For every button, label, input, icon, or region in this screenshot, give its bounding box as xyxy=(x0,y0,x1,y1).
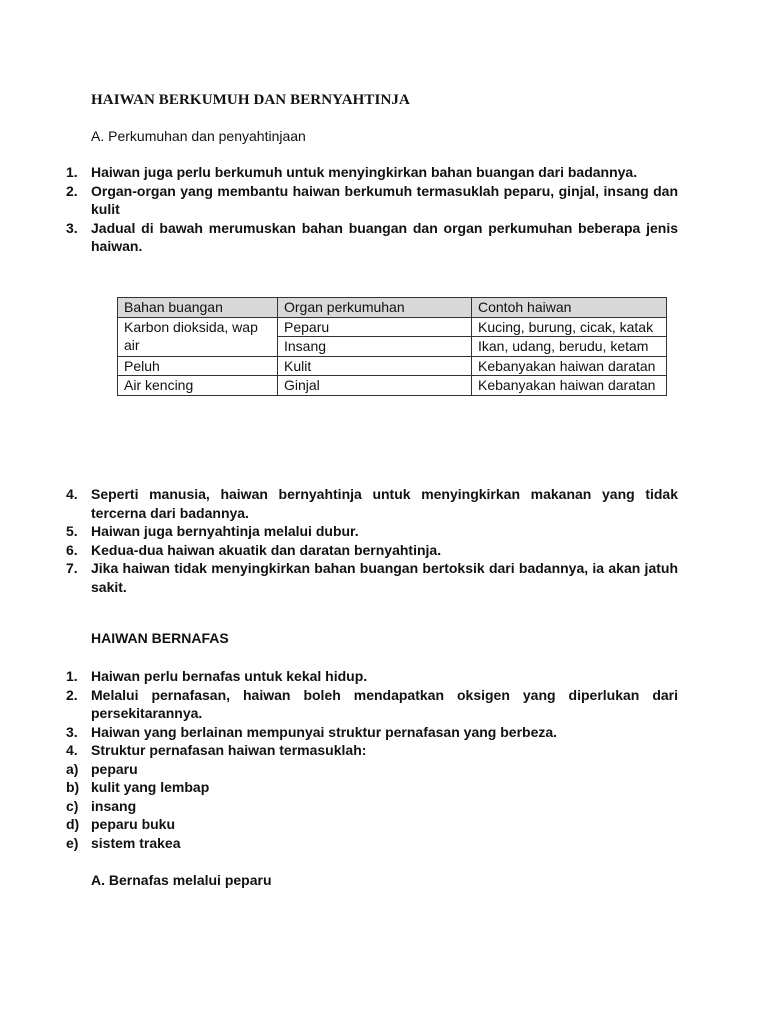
table-header-row xyxy=(118,298,667,318)
section-heading-bernafas: HAIWAN BERNAFAS xyxy=(91,630,229,646)
list-item xyxy=(66,741,678,760)
list-penyahtinjaan xyxy=(66,485,678,596)
list-bernafas xyxy=(66,667,678,852)
section-heading-perkumuhan: A. Perkumuhan dan penyahtinjaan xyxy=(91,128,306,144)
table-cell-contoh: Kebanyakan haiwan daratan xyxy=(472,356,667,376)
table-cell-bahan: Air kencing xyxy=(118,376,278,396)
list-item xyxy=(66,485,678,522)
table-cell-contoh: Kucing, burung, cicak, katak xyxy=(472,317,667,337)
list-text: peparu buku xyxy=(91,816,176,832)
table-row xyxy=(118,376,667,396)
list-number: b) xyxy=(66,779,80,795)
list-text: Haiwan juga perlu berkumuh untuk menyingkirkan bahan buangan dari badannya. xyxy=(91,164,638,180)
list-number: 3. xyxy=(66,723,78,740)
table-header: Organ perkumuhan xyxy=(278,298,472,318)
list-text: Organ-organ yang membantu haiwan berkumuh termasuklah peparu, ginjal, insang dan kulit xyxy=(91,182,678,217)
list-item xyxy=(66,559,678,596)
list-number: 1. xyxy=(66,164,78,180)
table-cell-organ: Peparu xyxy=(278,317,472,337)
list-text: Jika haiwan tidak menyingkirkan bahan buangan bertoksik dari badannya, ia akan jatuh sakit. xyxy=(91,560,678,595)
list-item xyxy=(66,797,678,816)
list-text: Melalui pernafasan, haiwan boleh mendapatkan oksigen yang diperlukan dari persekitarannya. xyxy=(91,686,678,721)
list-item xyxy=(66,163,678,182)
table-cell-contoh: Kebanyakan haiwan daratan xyxy=(472,376,667,396)
list-number: d) xyxy=(66,816,80,832)
list-perkumuhan xyxy=(66,163,678,256)
list-number: 4. xyxy=(66,742,78,758)
list-number: 7. xyxy=(66,560,78,576)
list-number: c) xyxy=(66,797,79,814)
list-number: a) xyxy=(66,760,79,777)
table-row xyxy=(118,356,667,376)
list-text: Struktur pernafasan haiwan termasuklah: xyxy=(91,742,367,758)
list-item xyxy=(66,760,678,779)
list-item xyxy=(66,723,678,742)
list-item xyxy=(66,541,678,560)
table-cell-organ: Ginjal xyxy=(278,376,472,396)
list-text: Haiwan yang berlainan mempunyai struktur pernafasan yang berbeza. xyxy=(91,723,558,740)
list-number: 4. xyxy=(66,486,78,502)
list-item xyxy=(66,834,678,853)
table-cell-contoh: Ikan, udang, berudu, ketam xyxy=(472,337,667,357)
list-text: kulit yang lembap xyxy=(91,779,210,795)
list-item xyxy=(66,778,678,797)
list-text: Seperti manusia, haiwan bernyahtinja untuk menyingkirkan makanan yang tidak tercerna dari badannya. xyxy=(91,486,678,521)
list-number: 2. xyxy=(66,686,78,703)
page-title: HAIWAN BERKUMUH DAN BERNYAHTINJA xyxy=(91,92,410,108)
list-number: 3. xyxy=(66,219,78,236)
list-number: 5. xyxy=(66,523,78,539)
list-number: e) xyxy=(66,834,79,851)
table-header: Contoh haiwan xyxy=(472,298,667,318)
list-number: 2. xyxy=(66,182,78,199)
table-cell-bahan: Peluh xyxy=(118,356,278,376)
list-number: 1. xyxy=(66,668,78,684)
list-item xyxy=(66,522,678,541)
list-item xyxy=(66,219,678,256)
table-cell-organ: Insang xyxy=(278,337,472,357)
list-text: Haiwan juga bernyahtinja melalui dubur. xyxy=(91,523,359,539)
table-row xyxy=(118,317,667,337)
list-item xyxy=(66,667,678,686)
excretion-table xyxy=(117,297,667,396)
table-header: Bahan buangan xyxy=(118,298,278,318)
list-number: 6. xyxy=(66,541,78,558)
list-text: peparu xyxy=(91,760,138,777)
list-text: insang xyxy=(91,797,137,814)
list-item xyxy=(66,815,678,834)
table-cell-organ: Kulit xyxy=(278,356,472,376)
list-text: Kedua-dua haiwan akuatik dan daratan bernyahtinja. xyxy=(91,541,442,558)
section-heading-peparu: A. Bernafas melalui peparu xyxy=(91,872,272,888)
list-item xyxy=(66,686,678,723)
list-item xyxy=(66,182,678,219)
table-cell-bahan: Karbon dioksida, wap air xyxy=(118,317,278,356)
list-text: Haiwan perlu bernafas untuk kekal hidup. xyxy=(91,668,368,684)
list-text: Jadual di bawah merumuskan bahan buangan dan organ perkumuhan beberapa jenis haiwan. xyxy=(91,219,678,254)
list-text: sistem trakea xyxy=(91,834,181,851)
